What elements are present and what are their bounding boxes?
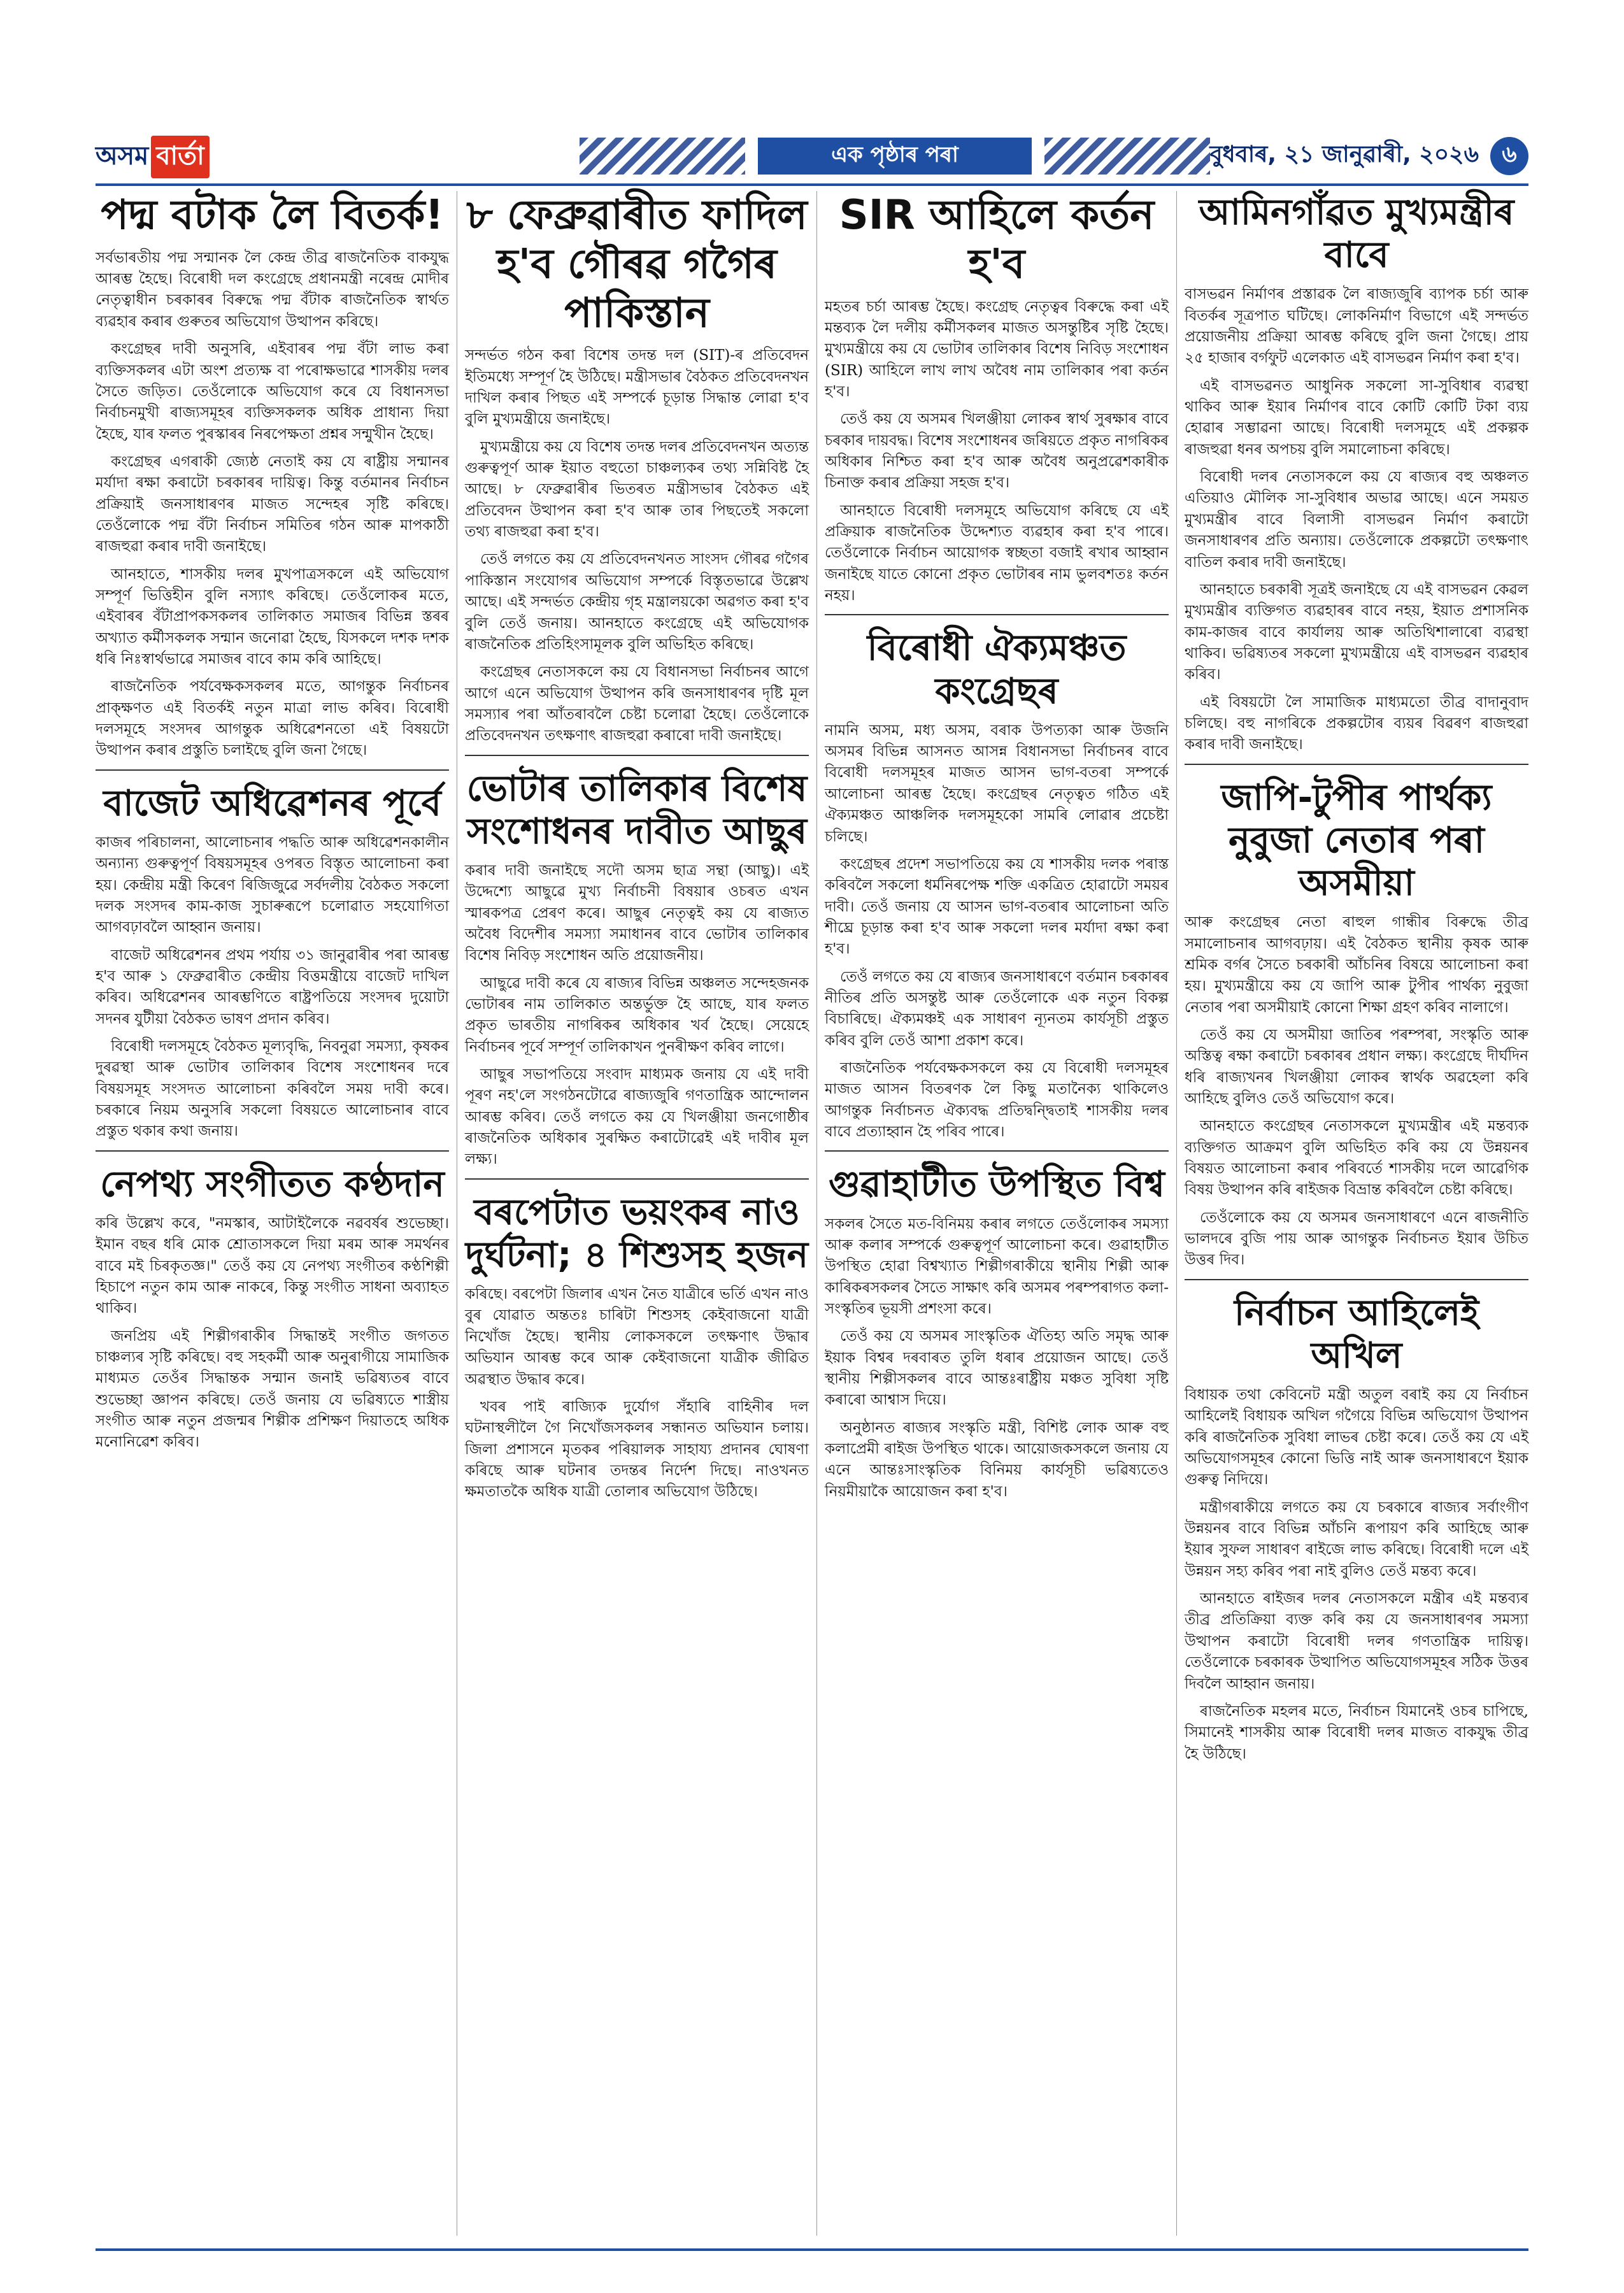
story-gaurav-gogoi <box>465 191 809 756</box>
body-paragraph: তেওঁ কয় যে অসমৰ খিলঞ্জীয়া লোকৰ স্বাৰ্থ সুৰক্ষাৰ বাবে চৰকাৰ দায়বদ্ধ। বিশেষ সংশোধনৰ জৰিয়তে প্ৰকৃত নাগৰিকৰ অধিকাৰ নিশ্চিত কৰা হ'ব আৰু অবৈধ অনুপ্ৰৱেশকাৰীক চিনাক্ত কৰাৰ প্ৰক্ৰিয়া সহজ হ'ব। <box>825 411 1169 492</box>
body-paragraph: কংগ্ৰেছৰ প্ৰদেশ সভাপতিয়ে কয় যে শাসকীয় দলক পৰাস্ত কৰিবলৈ সকলো ধৰ্মনিৰপেক্ষ শক্তি একত্ৰিত হোৱাটো সময়ৰ দাবী। তেওঁ জনায় যে আসন ভাগ-বতৰাৰ আলোচনা অতি শীঘ্ৰে চূড়ান্ত কৰা হ'ব আৰু সকলো দলৰ মৰ্যাদা ৰক্ষা কৰা হ'ব। <box>825 855 1169 958</box>
decorative-stripes-right <box>1044 138 1210 175</box>
column-4 <box>1185 191 1528 1776</box>
story-divider <box>465 1178 809 1180</box>
body-paragraph: বাজেট অধিৱেশনৰ প্ৰথম পৰ্যায় ৩১ জানুৱাৰীৰ পৰা আৰম্ভ হ'ব আৰু ১ ফেব্ৰুৱাৰীত কেন্দ্ৰীয় বিত্তমন্ত্ৰীয়ে বাজেট দাখিল কৰিব। অধিৱেশনৰ আৰম্ভণিতে ৰাষ্ট্ৰপতিয়ে সংসদৰ দুয়োটা সদনৰ যুটীয়া বৈঠকত ভাষণ প্ৰদান কৰিব। <box>96 946 449 1027</box>
body-paragraph: এই বিষয়টো লৈ সামাজিক মাধ্যমতো তীব্ৰ বাদানুবাদ চলিছে। বহু নাগৰিকে প্ৰকল্পটোৰ ব্যয়ৰ বিৱৰণ ৰাজহুৱা কৰাৰ দাবী জনাইছে। <box>1185 694 1528 754</box>
body-paragraph: নামনি অসম, মধ্য অসম, বৰাক উপত্যকা আৰু উজনি অসমৰ বিভিন্ন আসনত আসন্ন বিধানসভা নিৰ্বাচনৰ বাবে বিৰোধী দলসমূহৰ মাজত আসন ভাগ-বতৰা সম্পৰ্কে আলোচনা আৰম্ভ হৈছে। কংগ্ৰেছৰ নেতৃত্বত গঠিত এই ঐক্যমঞ্চত আঞ্চলিক দলসমূহকো সামৰি লোৱাৰ প্ৰচেষ্টা চলিছে। <box>825 722 1169 845</box>
decorative-stripes-left <box>580 138 745 175</box>
story-akhil-gogoi <box>1185 1292 1528 1765</box>
body-paragraph: আনহাতে কংগ্ৰেছৰ নেতাসকলে মুখ্যমন্ত্ৰীৰ এই মন্তব্যক ব্যক্তিগত আক্ৰমণ বুলি অভিহিত কৰি কয় যে উন্নয়নৰ বিষয়ত আলোচনা কৰাৰ পৰিবৰ্তে শাসকীয় দলে আৱেগিক বিষয় উত্থাপন কৰি ৰাইজক বিভ্ৰান্ত কৰিবলৈ চেষ্টা কৰিছে। <box>1185 1118 1528 1199</box>
masthead-logo[interactable] <box>96 138 210 176</box>
body-paragraph: সৰ্বভাৰতীয় পদ্ম সন্মানক লৈ কেন্দ্ৰ তীব্ৰ ৰাজনৈতিক বাকযুদ্ধ আৰম্ভ হৈছে। বিৰোধী দল কংগ্ৰেছে প্ৰধানমন্ত্ৰী নৰেন্দ্ৰ মোদীৰ নেতৃত্বাধীন চৰকাৰৰ বিৰুদ্ধে পদ্ম বঁটাক ৰাজনৈতিক স্বাৰ্থত ব্যৱহাৰ কৰাৰ গুৰুতৰ অভিযোগ উত্থাপন কৰিছে। <box>96 249 449 330</box>
body-paragraph: ৰাজনৈতিক মহলৰ মতে, নিৰ্বাচন যিমানেই ওচৰ চাপিছে, সিমানেই শাসকীয় আৰু বিৰোধী দলৰ মাজত বাকযুদ্ধ তীব্ৰ হৈ উঠিছে। <box>1185 1703 1528 1762</box>
headline[interactable]: জাপি-টুপীৰ পাৰ্থক্য নুবুজা নেতাৰ পৰা অসমীয়া <box>1221 776 1492 904</box>
body-paragraph: কংগ্ৰেছৰ এগৰাকী জ্যেষ্ঠ নেতাই কয় যে ৰাষ্ট্ৰীয় সন্মানৰ মৰ্যাদা ৰক্ষা কৰাটো চৰকাৰৰ দায়িত্ব। কিন্তু বৰ্তমানৰ নিৰ্বাচন প্ৰক্ৰিয়াই জনসাধাৰণৰ মাজত সন্দেহৰ সৃষ্টি কৰিছে। তেওঁলোকে পদ্ম বঁটা নিৰ্বাচন সমিতিৰ গঠন আৰু মাপকাঠী ৰাজহুৱা কৰাৰ দাবী জনাইছে। <box>96 453 449 555</box>
body-paragraph: মন্ত্ৰীগৰাকীয়ে লগতে কয় যে চৰকাৰে ৰাজ্যৰ সৰ্বাংগীণ উন্নয়নৰ বাবে বিভিন্ন আঁচনি ৰূপায়ণ কৰি আহিছে আৰু ইয়াৰ সুফল সাধাৰণ ৰাইজে লাভ কৰিছে। বিৰোধী দলে এই উন্নয়ন সহ্য কৰিব পৰা নাই বুলিও তেওঁ মন্তব্য কৰে। <box>1185 1499 1528 1580</box>
headline[interactable]: SIR আহিলে কৰ্তন হ'ব <box>839 192 1155 288</box>
story-budget-session <box>96 782 449 1152</box>
story-amingaon-residence <box>1185 191 1528 765</box>
section-label: এক পৃষ্ঠাৰ পৰা <box>758 138 1032 175</box>
body-paragraph: সন্দৰ্ভত গঠন কৰা বিশেষ তদন্ত দল (SIT)-ৰ প্ৰতিবেদন ইতিমধ্যে সম্পূৰ্ণ হৈ উঠিছে। মন্ত্ৰীসভাৰ বৈঠকত প্ৰতিবেদনখন দাখিল কৰাৰ পিছত এই সম্পৰ্কে চূড়ান্ত সিদ্ধান্ত লোৱা হ'ব বুলি মুখ্যমন্ত্ৰীয়ে জনাইছে। <box>465 347 809 428</box>
body-paragraph: অনুষ্ঠানত ৰাজ্যৰ সংস্কৃতি মন্ত্ৰী, বিশিষ্ট লোক আৰু বহু কলাপ্ৰেমী ৰাইজ উপস্থিত থাকে। আয়োজকসকলে জনায় যে এনে আন্তঃসাংস্কৃতিক বিনিময় কাৰ্যসূচী ভৱিষ্যতেও নিয়মীয়াকৈ আয়োজন কৰা হ'ব। <box>825 1419 1169 1500</box>
body-paragraph: বিধায়ক তথা কেবিনেট মন্ত্ৰী অতুল বৰাই কয় যে নিৰ্বাচন আহিলেই বিধায়ক অখিল গগৈয়ে বিভিন্ন অভিযোগ উত্থাপন কৰি ৰাজনৈতিক সুবিধা লাভৰ চেষ্টা কৰে। তেওঁ কয় যে এই অভিযোগসমূহৰ কোনো ভিত্তি নাই আৰু জনসাধাৰণে ইয়াক গুৰুত্ব নিদিয়ে। <box>1185 1387 1528 1489</box>
story-divider <box>1185 764 1528 765</box>
story-boat-accident <box>465 1191 809 1503</box>
page-number-badge: ৬ <box>1490 137 1528 175</box>
body-paragraph: ৰাজনৈতিক পৰ্যবেক্ষকসকলৰ মতে, আগন্তুক নিৰ্বাচনৰ প্ৰাক্ক্ষণত এই বিতৰ্কই নতুন মাত্ৰা লাভ কৰিব। বিৰোধী দলসমূহে সংসদৰ আগন্তুক অধিৱেশনতো এই বিষয়টো উত্থাপন কৰাৰ প্ৰস্তুতি চলাইছে বুলি জনা গৈছে। <box>96 678 449 759</box>
story-guwahati-visit <box>825 1163 1169 1503</box>
story-divider <box>96 1150 449 1152</box>
story-divider <box>825 614 1169 615</box>
story-playback-singing <box>96 1163 449 1454</box>
header-divider <box>96 183 1528 186</box>
body-paragraph: কৰিছে। বৰপেটা জিলাৰ এখন নৈত যাত্ৰীৰে ভৰ্তি এখন নাও বুৰ যোৱাত অন্ততঃ চাৰিটা শিশুসহ কেইবাজনো যাত্ৰী নিখোঁজ হৈছে। স্থানীয় লোকসকলে তৎক্ষণাৎ উদ্ধাৰ অভিযান আৰম্ভ কৰে আৰু কেইবাজনো যাত্ৰীক জীৱিত অৱস্থাত উদ্ধাৰ কৰে। <box>465 1286 809 1388</box>
headline[interactable]: নেপথ্য সংগীতত কণ্ঠদান <box>100 1163 445 1205</box>
story-divider <box>825 1150 1169 1152</box>
headline[interactable]: বিৰোধী ঐক্যমঞ্চত কংগ্ৰেছৰ <box>867 627 1127 712</box>
date-area <box>1209 138 1528 175</box>
story-japi-tupi <box>1185 776 1528 1280</box>
body-paragraph: কংগ্ৰেছৰ দাবী অনুসৰি, এইবাৰৰ পদ্ম বঁটা লাভ কৰা ব্যক্তিসকলৰ এটা অংশ প্ৰত্যক্ষ বা পৰোক্ষভাৱে শাসকীয় দলৰ সৈতে জড়িত। তেওঁলোকে অভিযোগ কৰে যে বিধানসভা নিৰ্বাচনমুখী ৰাজ্যসমূহৰ ব্যক্তিসকলক অধিক প্ৰাধান্য দিয়া হৈছে, যাৰ ফলত পুৰস্কাৰৰ নিৰপেক্ষতা প্ৰশ্নৰ সন্মুখীন হৈছে। <box>96 341 449 443</box>
body-paragraph: আনহাতে বিৰোধী দলসমূহে অভিযোগ কৰিছে যে এই প্ৰক্ৰিয়াক ৰাজনৈতিক উদ্দেশ্যত ব্যৱহাৰ কৰা হ'ব পাৰে। তেওঁলোকে নিৰ্বাচন আয়োগক স্বচ্ছতা বজাই ৰখাৰ আহ্বান জনাইছে যাতে কোনো প্ৰকৃত ভোটাৰৰ নাম ভুলবশতঃ কৰ্তন নহয়। <box>825 502 1169 604</box>
body-paragraph: মুখ্যমন্ত্ৰীয়ে কয় যে বিশেষ তদন্ত দলৰ প্ৰতিবেদনখন অত্যন্ত গুৰুত্বপূৰ্ণ আৰু ইয়াত বহুতো চাঞ্চল্যকৰ তথ্য সন্নিবিষ্ট হৈ আছে। ৮ ফেব্ৰুৱাৰীৰ ভিতৰত মন্ত্ৰীসভাৰ বৈঠকত এই প্ৰতিবেদন উত্থাপন কৰা হ'ব আৰু তাৰ পিছতেই সকলো তথ্য ৰাজহুৱা কৰা হ'ব। <box>465 438 809 541</box>
body-paragraph: তেওঁ কয় যে অসমৰ সাংস্কৃতিক ঐতিহ্য অতি সমৃদ্ধ আৰু ইয়াক বিশ্বৰ দৰবাৰত তুলি ধৰাৰ প্ৰয়োজন আছে। তেওঁ স্থানীয় শিল্পীসকলৰ বাবে আন্তঃৰাষ্ট্ৰীয় মঞ্চত সুবিধা সৃষ্টি কৰাৰো আশ্বাস দিয়ে। <box>825 1328 1169 1409</box>
body-paragraph: আছুৰ সভাপতিয়ে সংবাদ মাধ্যমক জনায় যে এই দাবী পূৰণ নহ'লে সংগঠনটোৱে ৰাজ্যজুৰি গণতান্ত্ৰিক আন্দোলন আৰম্ভ কৰিব। তেওঁ লগতে কয় যে খিলঞ্জীয়া জনগোষ্ঠীৰ ৰাজনৈতিক অধিকাৰ সুৰক্ষিত কৰাটোৱেই এই দাবীৰ মূল লক্ষ্য। <box>465 1066 809 1168</box>
body-paragraph: তেওঁলোকে কয় যে অসমৰ জনসাধাৰণে এনে ৰাজনীতি ভালদৰে বুজি পায় আৰু আগন্তুক নিৰ্বাচনত ইয়াৰ উচিত উত্তৰ দিব। <box>1185 1209 1528 1269</box>
logo-text-part2: বাৰ্তা <box>151 136 209 178</box>
body-paragraph: বিৰোধী দলৰ নেতাসকলে কয় যে ৰাজ্যৰ বহু অঞ্চলত এতিয়াও মৌলিক সা-সুবিধাৰ অভাৱ আছে। এনে সময়ত মুখ্যমন্ত্ৰীৰ বাবে বিলাসী বাসভৱন নিৰ্মাণ কৰাটো জনসাধাৰণৰ প্ৰতি অন্যায়। তেওঁলোকে প্ৰকল্পটো তৎক্ষণাৎ বাতিল কৰাৰ দাবী জনাইছে। <box>1185 469 1528 571</box>
body-paragraph: তেওঁ কয় যে অসমীয়া জাতিৰ পৰম্পৰা, সংস্কৃতি আৰু অস্তিত্ব ৰক্ষা কৰাটো চৰকাৰৰ প্ৰধান লক্ষ্য। কংগ্ৰেছে দীৰ্ঘদিন ধৰি ৰাজ্যখনৰ খিলঞ্জীয়া লোকৰ স্বাৰ্থক অৱহেলা কৰি আহিছে বুলিও তেওঁ অভিযোগ কৰে। <box>1185 1026 1528 1107</box>
body-paragraph: বিৰোধী দলসমূহে বৈঠকত মূল্যবৃদ্ধি, নিবনুৱা সমস্যা, কৃষকৰ দুৰৱস্থা আৰু ভোটাৰ তালিকাৰ বিশেষ সংশোধনৰ দৰে বিষয়সমূহ সংসদত আলোচনা কৰিবলৈ সময় দাবী কৰে। চৰকাৰে নিয়ম অনুসৰি সকলো বিষয়তে আলোচনাৰ বাবে প্ৰস্তুত থকাৰ কথা জনায়। <box>96 1038 449 1140</box>
column-divider <box>816 191 817 2236</box>
body-paragraph: আনহাতে, শাসকীয় দলৰ মুখপাত্ৰসকলে এই অভিযোগ সম্পূৰ্ণ ভিত্তিহীন বুলি নস্যাৎ কৰিছে। তেওঁলোকৰ মতে, এইবাৰৰ বঁটাপ্ৰাপকসকলৰ তালিকাত সমাজৰ বিভিন্ন স্তৰৰ অখ্যাত কৰ্মীসকলক সন্মান জনোৱা হৈছে, যিসকলে দশক দশক ধৰি নিঃস্বাৰ্থভাৱে সমাজৰ বাবে কাম কৰি আহিছে। <box>96 566 449 668</box>
story-divider <box>1185 1279 1528 1280</box>
column-2 <box>465 191 809 1515</box>
headline[interactable]: পদ্ম বটাক লৈ বিতৰ্ক! <box>101 192 444 239</box>
headline[interactable]: বৰপেটাত ভয়ংকৰ নাও দুৰ্ঘটনা; ৪ শিশুসহ হজন <box>465 1191 809 1276</box>
column-divider <box>1176 191 1177 2236</box>
headline[interactable]: ৮ ফেব্ৰুৱাৰীত ফাদিল হ'ব গৌৰৱ গগৈৰ পাকিস্তান <box>466 192 808 337</box>
body-paragraph: কৰাৰ দাবী জনাইছে সদৌ অসম ছাত্ৰ সন্থা (আছু)। এই উদ্দেশ্যে আছুৱে মুখ্য নিৰ্বাচনী বিষয়াৰ ওচৰত এখন স্মাৰকপত্ৰ প্ৰেৰণ কৰে। আছুৰ নেতৃত্বই কয় যে ৰাজ্যত অবৈধ বিদেশীৰ সমস্যা সমাধানৰ বাবে ভোটাৰ তালিকাৰ বিশেষ নিবিড় সংশোধন অতি প্ৰয়োজনীয়। <box>465 862 809 964</box>
body-paragraph: এই বাসভৱনত আধুনিক সকলো সা-সুবিধাৰ ব্যৱস্থা থাকিব আৰু ইয়াৰ নিৰ্মাণৰ বাবে কোটি কোটি টকা ব্যয় হোৱাৰ সম্ভাৱনা আছে। বিৰোধী দলসমূহে এই প্ৰকল্পক ৰাজহুৱা ধনৰ অপচয় বুলি সমালোচনা কৰিছে। <box>1185 377 1528 458</box>
story-divider <box>465 755 809 756</box>
body-paragraph: মহতৰ চৰ্চা আৰম্ভ হৈছে। কংগ্ৰেছ নেতৃত্বৰ বিৰুদ্ধে কৰা এই মন্তব্যক লৈ দলীয় কৰ্মীসকলৰ মাজত অসন্তুষ্টিৰ সৃষ্টি হৈছে। মুখ্যমন্ত্ৰীয়ে কয় যে ভোটাৰ তালিকাৰ বিশেষ নিবিড় সংশোধন (SIR) আহিলে লাখ লাখ অবৈধ নাম তালিকাৰ পৰা কৰ্তন হ'ব। <box>825 298 1169 400</box>
body-paragraph: আনহাতে ৰাইজৰ দলৰ নেতাসকলে মন্ত্ৰীৰ এই মন্তব্যৰ তীব্ৰ প্ৰতিক্ৰিয়া ব্যক্ত কৰি কয় যে জনসাধাৰণৰ সমস্যা উত্থাপন কৰাটো বিৰোধী দলৰ গণতান্ত্ৰিক দায়িত্ব। তেওঁলোকে চৰকাৰক উত্থাপিত অভিযোগসমূহৰ সঠিক উত্তৰ দিবলৈ আহ্বান জনায়। <box>1185 1590 1528 1692</box>
story-sir <box>825 191 1169 615</box>
story-opposition-unity <box>825 627 1169 1152</box>
column-3 <box>825 191 1169 1514</box>
headline[interactable]: গুৱাহাটীত উপস্থিত বিশ্ব <box>829 1164 1165 1206</box>
headline[interactable]: ভোটাৰ তালিকাৰ বিশেষ সংশোধনৰ দাবীত আছুৰ <box>466 768 808 852</box>
body-paragraph: বাসভৱন নিৰ্মাণৰ প্ৰস্তাৱক লৈ ৰাজ্যজুৰি ব্যাপক চৰ্চা আৰু বিতৰ্কৰ সূত্ৰপাত ঘটিছে। লোকনিৰ্মাণ বিভাগে এই সন্দৰ্ভত প্ৰয়োজনীয় প্ৰক্ৰিয়া আৰম্ভ কৰিছে বুলি জনা গৈছে। প্ৰায় ২৫ হাজাৰ বৰ্গফুট এলেকাত এই বাসভৱন নিৰ্মাণ কৰা হ'ব। <box>1185 286 1528 367</box>
body-paragraph: খবৰ পাই ৰাজ্যিক দুৰ্যোগ সঁহাৰি বাহিনীৰ দল ঘটনাস্থলীলৈ গৈ নিখোঁজসকলৰ সন্ধানত অভিযান চলায়। জিলা প্ৰশাসনে মৃতকৰ পৰিয়ালক সাহায্য প্ৰদানৰ ঘোষণা কৰিছে আৰু ঘটনাৰ তদন্তৰ নিৰ্দেশ দিছে। নাওখনত ক্ষমতাতকৈ অধিক যাত্ৰী তোলাৰ অভিযোগ উঠিছে। <box>465 1398 809 1501</box>
story-padma-award <box>96 191 449 771</box>
story-divider <box>96 769 449 771</box>
headline[interactable]: আমিনগাঁৱত মুখ্যমন্ত্ৰীৰ বাবে <box>1199 192 1514 276</box>
story-voter-list <box>465 768 809 1180</box>
body-paragraph: আনহাতে চৰকাৰী সূত্ৰই জনাইছে যে এই বাসভৱন কেৱল মুখ্যমন্ত্ৰীৰ ব্যক্তিগত ব্যৱহাৰৰ বাবে নহয়, ইয়াত প্ৰশাসনিক কাম-কাজৰ বাবে কাৰ্যালয় আৰু অতিথিশালাৰো ব্যৱস্থা থাকিব। ভৱিষ্যতৰ সকলো মুখ্যমন্ত্ৰীয়ে এই বাসভৱন ব্যৱহাৰ কৰিব। <box>1185 581 1528 683</box>
body-paragraph: ৰাজনৈতিক পৰ্যবেক্ষকসকলে কয় যে বিৰোধী দলসমূহৰ মাজত আসন বিতৰণক লৈ কিছু মতানৈক্য থাকিলেও আগন্তুক নিৰ্বাচনত ঐক্যবদ্ধ প্ৰতিদ্বন্দ্বিতাই শাসকীয় দলৰ বাবে প্ৰত্যাহ্বান হৈ পৰিব পাৰে। <box>825 1059 1169 1140</box>
headline[interactable]: নিৰ্বাচন আহিলেই অখিল <box>1234 1292 1479 1376</box>
column-1 <box>96 191 449 1465</box>
logo-text-part1: অসম <box>96 141 149 171</box>
issue-date: বুধবাৰ, ২১ জানুৱাৰী, ২০২৬ <box>1209 141 1479 168</box>
body-paragraph: কাজৰ পৰিচালনা, আলোচনাৰ পদ্ধতি আৰু অধিৱেশনকালীন অন্যান্য গুৰুত্বপূৰ্ণ বিষয়সমূহৰ ওপৰত বিস্তৃত আলোচনা কৰা হয়। কেন্দ্ৰীয় মন্ত্ৰী কিৰেণ ৰিজিজুৱে সৰ্বদলীয় বৈঠকত সকলো দলক সংসদৰ কাম-কাজ সুচাৰুৰূপে চলোৱাত সহযোগিতা আগবঢ়াবলৈ আহ্বান জনায়। <box>96 834 449 936</box>
body-paragraph: আছুৱে দাবী কৰে যে ৰাজ্যৰ বিভিন্ন অঞ্চলত সন্দেহজনক ভোটাৰৰ নাম তালিকাত অন্তৰ্ভুক্ত হৈ আছে, যাৰ ফলত প্ৰকৃত ভাৰতীয় নাগৰিকৰ অধিকাৰ খৰ্ব হৈছে। সেয়েহে নিৰ্বাচনৰ পূৰ্বে সম্পূৰ্ণ তালিকাখন পুনৰীক্ষণ কৰিব লাগে। <box>465 975 809 1055</box>
headline[interactable]: বাজেট অধিৱেশনৰ পূৰ্বে <box>103 782 441 824</box>
body-paragraph: তেওঁ লগতে কয় যে প্ৰতিবেদনখনত সাংসদ গৌৰৱ গগৈৰ পাকিস্তান সংযোগৰ অভিযোগ সম্পৰ্কে বিস্তৃতভাৱে উল্লেখ আছে। এই সন্দৰ্ভত কেন্দ্ৰীয় গৃহ মন্ত্ৰালয়কো অৱগত কৰা হ'ব বুলি তেওঁ জনায়। আনহাতে কংগ্ৰেছে এই অভিযোগক ৰাজনৈতিক প্ৰতিহিংসামূলক বুলি অভিহিত কৰিছে। <box>465 551 809 653</box>
body-paragraph: আৰু কংগ্ৰেছৰ নেতা ৰাহুল গান্ধীৰ বিৰুদ্ধে তীব্ৰ সমালোচনাৰ আগবঢ়ায়। এই বৈঠকত স্থানীয় কৃষক আৰু শ্ৰমিক বৰ্গৰ সৈতে চৰকাৰী আঁচনিৰ বিষয়ে আলোচনা কৰা হয়। মুখ্যমন্ত্ৰীয়ে কয় যে জাপি আৰু টুপীৰ পাৰ্থক্য নুবুজা নেতাৰ পৰা অসমীয়াই কোনো শিক্ষা গ্ৰহণ কৰিব নালাগে। <box>1185 914 1528 1016</box>
page-header <box>96 134 1528 180</box>
footer-rule <box>96 2248 1528 2251</box>
body-paragraph: সকলৰ সৈতে মত-বিনিময় কৰাৰ লগতে তেওঁলোকৰ সমস্যা আৰু কলাৰ সম্পৰ্কে গুৰুত্বপূৰ্ণ আলোচনা কৰে। গুৱাহাটীত উপস্থিত হোৱা বিশ্বখ্যাত শিল্পীগৰাকীয়ে স্থানীয় শিল্পী আৰু কাৰিকৰসকলৰ সৈতে সাক্ষাৎ কৰি অসমৰ পৰম্পৰাগত কলা-সংস্কৃতিৰ ভূয়সী প্ৰশংসা কৰে। <box>825 1215 1169 1317</box>
body-paragraph: কৰি উল্লেখ কৰে, "নমস্কাৰ, আটাইলৈকে নৱবৰ্ষৰ শুভেচ্ছা। ইমান বছৰ ধৰি মোক শ্ৰোতাসকলে দিয়া মৰম আৰু সমৰ্থনৰ বাবে মই চিৰকৃতজ্ঞ।" তেওঁ কয় যে নেপথ্য সংগীতৰ কণ্ঠশিল্পী হিচাপে নতুন কাম আৰু নাকৰে, কিন্তু সংগীত সাধনা অব্যাহত থাকিব। <box>96 1215 449 1317</box>
body-paragraph: জনপ্ৰিয় এই শিল্পীগৰাকীৰ সিদ্ধান্তই সংগীত জগতত চাঞ্চল্যৰ সৃষ্টি কৰিছে। বহু সহকৰ্মী আৰু অনুৰাগীয়ে সামাজিক মাধ্যমত তেওঁৰ সিদ্ধান্তক সন্মান জনাই ভৱিষ্যতৰ বাবে শুভেচ্ছা জ্ঞাপন কৰিছে। তেওঁ জনায় যে ভৱিষ্যতে শাস্ত্ৰীয় সংগীত আৰু নতুন প্ৰজন্মৰ শিল্পীক প্ৰশিক্ষণ দিয়াতহে অধিক মনোনিৱেশ কৰিব। <box>96 1327 449 1451</box>
body-paragraph: কংগ্ৰেছৰ নেতাসকলে কয় যে বিধানসভা নিৰ্বাচনৰ আগে আগে এনে অভিযোগ উত্থাপন কৰি জনসাধাৰণৰ দৃষ্টি মূল সমস্যাৰ পৰা আঁতৰাবলৈ চেষ্টা চলোৱা হৈছে। তেওঁলোকে প্ৰতিবেদনখন তৎক্ষণাৎ ৰাজহুৱা কৰাৰো দাবী জনাইছে। <box>465 664 809 745</box>
body-paragraph: তেওঁ লগতে কয় যে ৰাজ্যৰ জনসাধাৰণে বৰ্তমান চৰকাৰৰ নীতিৰ প্ৰতি অসন্তুষ্ট আৰু তেওঁলোকে এক নতুন বিকল্প বিচাৰিছে। ঐক্যমঞ্চই এক সাধাৰণ ন্যূনতম কাৰ্যসূচী প্ৰস্তুত কৰিব বুলি তেওঁ আশা প্ৰকাশ কৰে। <box>825 968 1169 1049</box>
